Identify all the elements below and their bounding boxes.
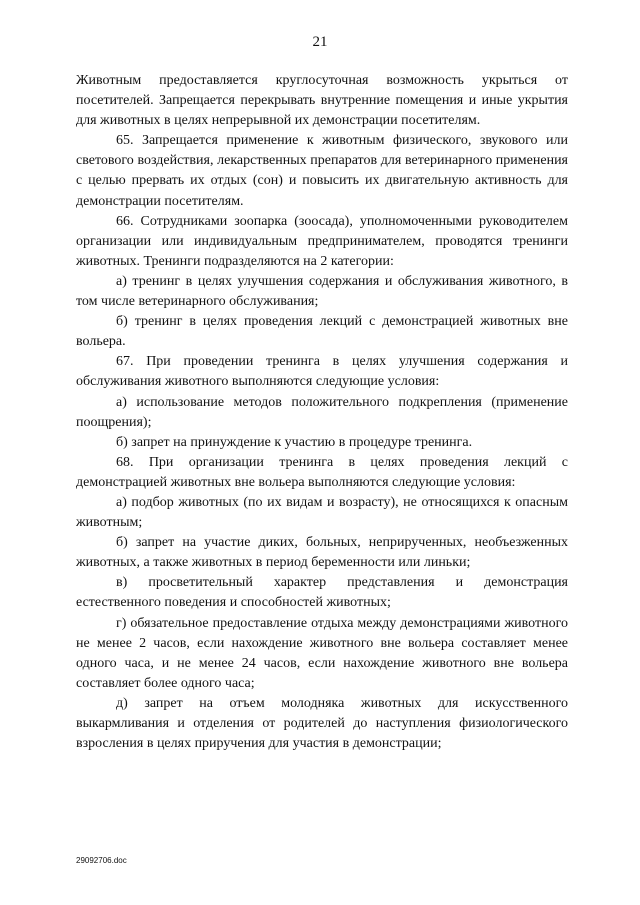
paragraph: а) подбор животных (по их видам и возрасту), не относящихся к опасным животным; xyxy=(76,494,568,531)
paragraph: в) просветительный характер представления и демонстрация естественного поведения и способностей животных; xyxy=(76,575,568,611)
paragraph: 67. При проведении тренинга в целях улучшения содержания и обслуживания животного выполняются следующие условия: xyxy=(76,354,568,390)
paragraph: 65. Запрещается применение к животным физического, звукового или светового воздействия, лекарственных препаратов для ветеринарного применения с целью прервать их отдых (сон) и повысить их двигательную активность для демонстрации посетителям. xyxy=(76,133,568,209)
paragraph: б) запрет на участие диких, больных, неприрученных, необъезженных животных, а также животных в период беременности или линьки; xyxy=(76,535,568,571)
paragraph: г) обязательное предоставление отдыха между демонстрациями животного не менее 2 часов, если нахождение животного вне вольера составляет менее одного часа, и не менее 24 часов, если нахождение животного вне вольера составляет более одного часа; xyxy=(76,615,568,691)
paragraph: а) использование методов положительного подкрепления (применение поощрения); xyxy=(76,394,568,430)
paragraph: 68. При организации тренинга в целях проведения лекций с демонстрацией животных вне вольера выполняются следующие условия: xyxy=(76,454,568,490)
paragraph: 66. Сотрудниками зоопарка (зоосада), уполномоченными руководителем организации или индивидуальным предпринимателем, проводятся тренинги животных. Тренинги подразделяются на 2 категории: xyxy=(76,213,568,269)
page-number: 21 xyxy=(312,34,328,50)
paragraph: б) запрет на принуждение к участию в процедуре тренинга. xyxy=(116,434,473,450)
document-filename: 29092706.doc xyxy=(76,856,127,865)
paragraph: Животным предоставляется круглосуточная возможность укрыться от посетителей. Запрещается перекрывать внутренние помещения и иные укрытия для животных в целях непрерывной их демонстрации посетителям. xyxy=(76,73,568,129)
document-body xyxy=(76,71,568,754)
paragraph: д) запрет на отъем молодняка животных для искусственного выкармливания и отделения от родителей до наступления физиологического взросления в целях приручения для участия в демонстрации; xyxy=(76,695,568,752)
paragraph: а) тренинг в целях улучшения содержания и обслуживания животного, в том числе ветеринарного обслуживания; xyxy=(76,273,568,310)
paragraph: б) тренинг в целях проведения лекций с демонстрацией животных вне вольера. xyxy=(76,314,568,350)
